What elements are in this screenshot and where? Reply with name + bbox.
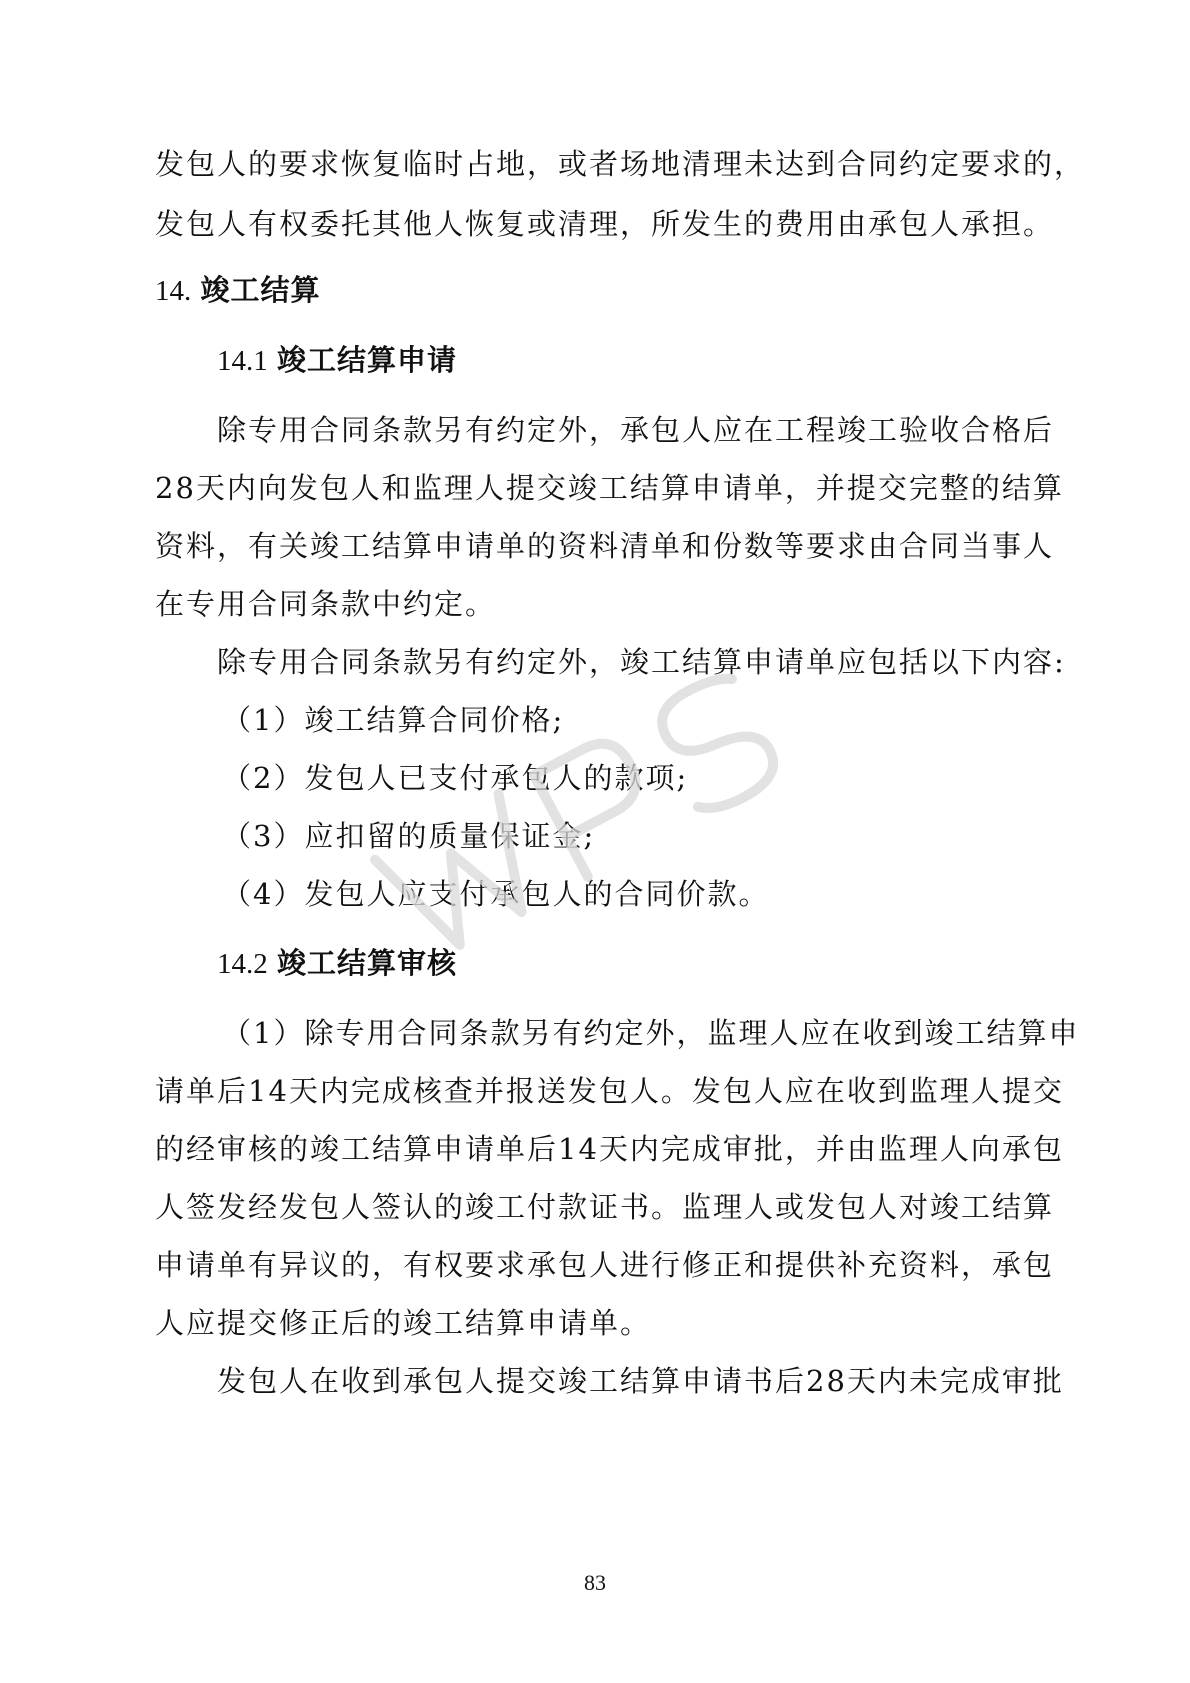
section-title: 竣工结算 [200,273,321,307]
list-item: （3）应扣留的质量保证金; [222,819,596,853]
subsection-number-1: 14.1 [217,345,268,377]
subsection-title-1: 竣工结算申请 [276,343,457,377]
paragraph-line: 除专用合同条款另有约定外，竣工结算申请单应包括以下内容: [217,645,1066,679]
subsection-title-2: 竣工结算审核 [276,946,457,980]
continuation-line-2: 发包人有权委托其他人恢复或清理，所发生的费用由承包人承担。 [155,207,1055,241]
subsection-heading-1 [217,340,457,381]
paragraph-line: 除专用合同条款另有约定外，承包人应在工程竣工验收合格后 [217,413,1055,447]
paragraph-line: 在专用合同条款中约定。 [155,587,497,621]
section-heading [155,270,320,311]
paragraph-line: 人签发经发包人签认的竣工付款证书。监理人或发包人对竣工结算 [155,1190,1055,1224]
paragraph-line: 申请单有异议的，有权要求承包人进行修正和提供补充资料，承包 [155,1248,1055,1282]
section-number: 14. [155,275,192,307]
list-item: （4）发包人应支付承包人的合同价款。 [222,877,770,911]
paragraph-line: 请单后14天内完成核查并报送发包人。发包人应在收到监理人提交 [155,1074,1064,1108]
paragraph-line: 的经审核的竣工结算申请单后14天内完成审批，并由监理人向承包 [155,1132,1064,1166]
paragraph-line: 资料，有关竣工结算申请单的资料清单和份数等要求由合同当事人 [155,529,1055,563]
list-item: （2）发包人已支付承包人的款项; [222,761,689,795]
list-item: （1）竣工结算合同价格; [222,703,565,737]
wps-watermark-logo [335,640,855,970]
paragraph-line: 人应提交修正后的竣工结算申请单。 [155,1306,652,1340]
page-number: 83 [584,1570,606,1595]
continuation-line-1: 发包人的要求恢复临时占地，或者场地清理未达到合同约定要求的， [155,147,1086,181]
paragraph-line: 28天内向发包人和监理人提交竣工结算申请单，并提交完整的结算 [155,471,1064,505]
subsection-number-2: 14.2 [217,948,268,980]
subsection-heading-2 [217,943,457,984]
paragraph-line: 发包人在收到承包人提交竣工结算申请书后28天内未完成审批 [217,1364,1064,1398]
paragraph-line: （1）除专用合同条款另有约定外，监理人应在收到竣工结算申 [222,1016,1080,1050]
